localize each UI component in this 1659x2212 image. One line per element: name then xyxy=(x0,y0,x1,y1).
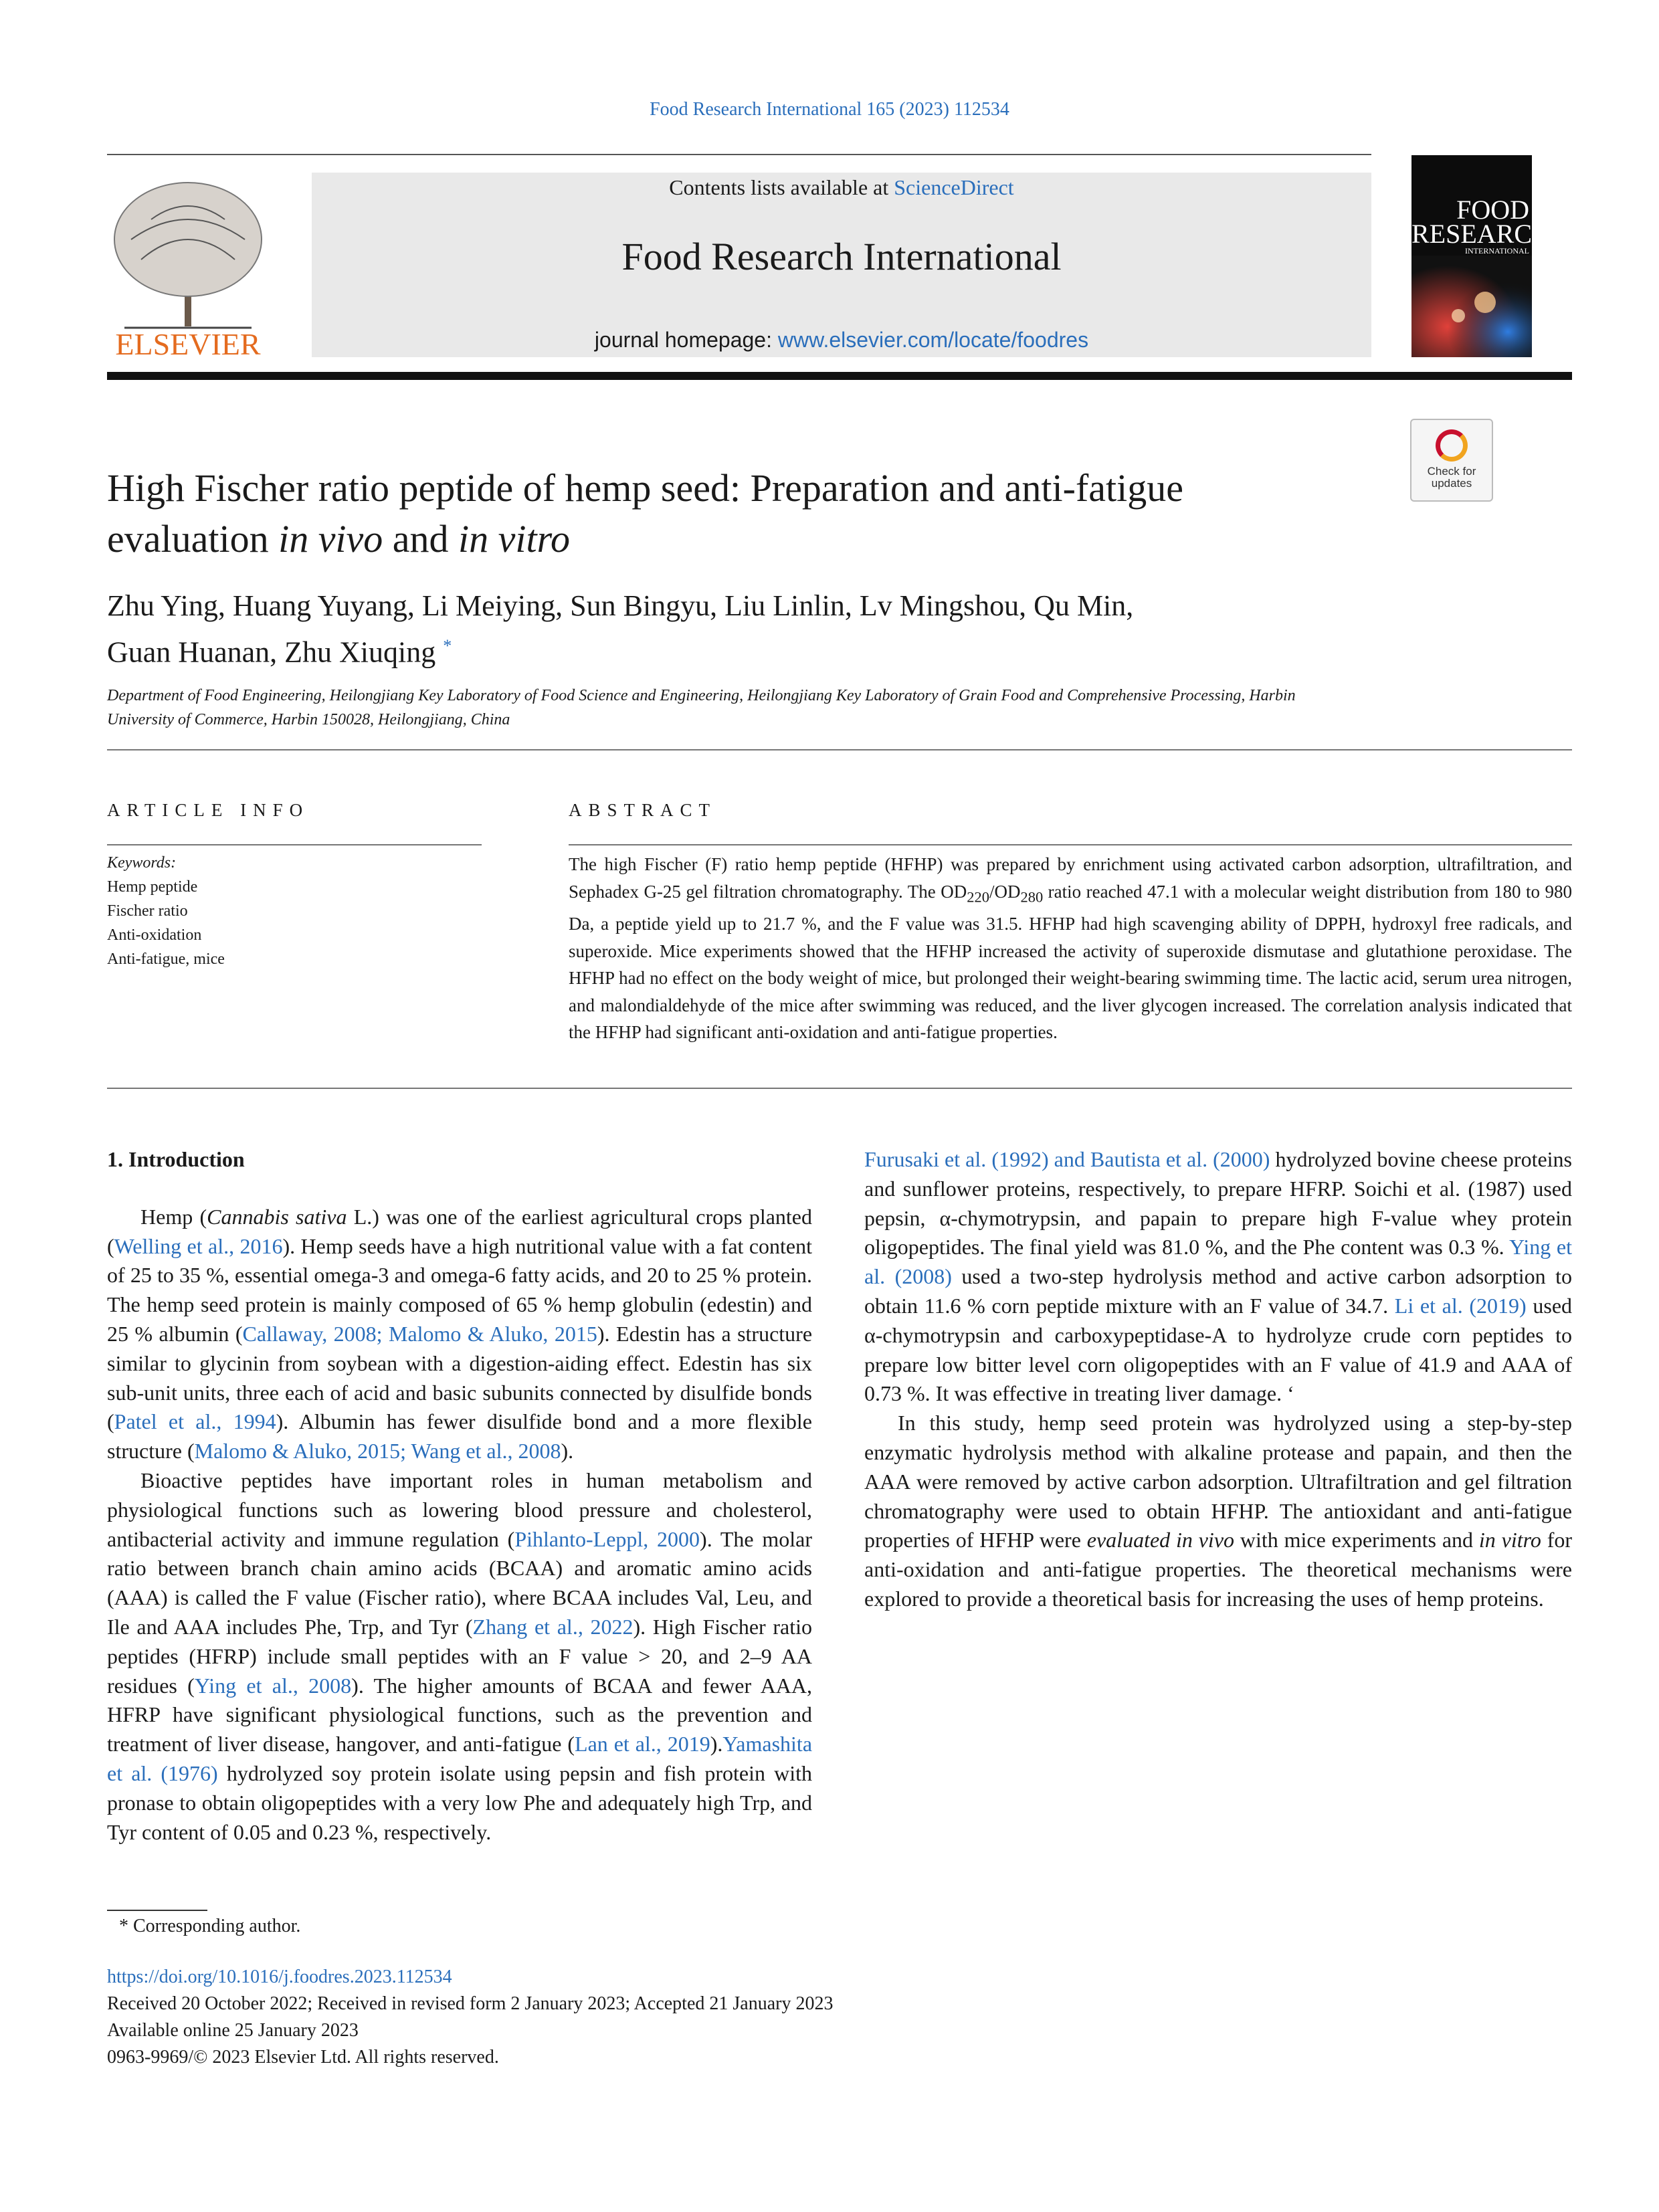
keyword-item: Anti-oxidation xyxy=(107,926,202,944)
citation-link[interactable]: Malomo & Aluko, 2015; Wang et al., 2008 xyxy=(194,1439,561,1464)
received-dates: Received 20 October 2022; Received in revised form 2 January 2023; Accepted 21 January 2023 xyxy=(107,1993,834,2014)
elsevier-logo-text: ELSEVIER xyxy=(115,327,261,361)
citation-link[interactable]: Lan et al., 2019 xyxy=(575,1732,710,1756)
contents-line: Contents lists available at ScienceDirect xyxy=(669,175,1014,199)
author-list xyxy=(107,586,1378,673)
citation-link[interactable]: Pihlanto-Leppl, 2000 xyxy=(514,1526,700,1551)
citation-link[interactable]: Patel et al., 1994 xyxy=(114,1409,276,1434)
intro-paragraph-3: In this study, hemp seed protein was hydrolyzed using a step-by-step enzymatic hydrolysis method with alkaline protease and papain, and then the AAA were removed by active carbon adsorption. Ultrafiltration and gel filtration chromatography were used to obtain HFHP. The antioxidant and anti-fatigue properties of HFHP were evaluated in vivo with mice experiments and in vitro for anti-oxidation and anti-fatigue properties. The theoretical mechanisms were explored to provide a theoretical basis for increasing the uses of hemp proteins. xyxy=(864,1411,1573,1611)
cover-title: FOOD RESEARCH xyxy=(1411,195,1551,249)
article-info-rule xyxy=(107,844,482,845)
check-updates-label-2: updates xyxy=(1431,477,1472,490)
keywords-label: Keywords: xyxy=(107,854,177,872)
intro-paragraph-2-part-2: Furusaki et al. (1992) and Bautista et al. (2000) hydrolyzed bovine cheese proteins and sunflower proteins, respectively, to prepare HFRP. Soichi et al. (1987) used pepsin, α-chymotrypsin, and papain to prepare high F-value whey protein oligopeptides. The final yield was 81.0 %, and the Phe content was 0.3 %. Ying et al. (2008) used a two-step hydrolysis method and active carbon adsorption to obtain 11.6 % corn peptide mixture with an F value of 34.7. Li et al. (2019) used α-chymotrypsin and carboxypeptidase-A to hydrolyze crude corn peptides to prepare low bitter level corn oligopeptides with an F value of 41.9 and AAA of 0.73 %. It was effective in treating liver damage. ‘ xyxy=(864,1147,1573,1406)
corresponding-author-mark[interactable]: * xyxy=(443,636,452,656)
title-block-divider xyxy=(107,749,1572,750)
intro-paragraph-1: Hemp (Cannabis sativa L.) was one of the earliest agricultural crops planted (Welling et al., 2016). Hemp seeds have a high nutritional value with a fat content of 25 to 35 %, essential omega-3 and omega-6 fatty acids, and 20 to 25 % protein. The hemp seed protein is mainly composed of 65 % hemp globulin (edestin) and 25 % albumin (Callaway, 2008; Malomo & Aluko, 2015). Edestin has a structure similar to glycinin from soybean with a digestion-aiding effect. Edestin has six sub-unit units, three each of acid and basic subunits connected by disulfide bonds (Patel et al., 1994). Albumin has fewer disulfide bond and a more flexible structure (Malomo & Aluko, 2015; Wang et al., 2008). xyxy=(107,1204,813,1464)
homepage-line: journal homepage: www.elsevier.com/locate/foodres xyxy=(594,328,1089,352)
section-heading-introduction: 1. Introduction xyxy=(107,1147,245,1171)
body-column-left xyxy=(107,1145,812,1847)
citation-link[interactable]: Furusaki et al. (1992) and Bautista et al. (2000) xyxy=(864,1147,1270,1171)
authors-line-1: Zhu Ying, Huang Yuyang, Li Meiying, Sun Bingyu, Liu Linlin, Lv Mingshou, Qu Min, xyxy=(107,589,1134,622)
sciencedirect-link[interactable]: ScienceDirect xyxy=(894,175,1014,199)
footnote-rule xyxy=(107,1910,207,1911)
keywords-block xyxy=(107,851,482,971)
authors-line-2: Guan Huanan, Zhu Xiuqing xyxy=(107,635,436,669)
corresponding-author-footnote: * Corresponding author. xyxy=(119,1916,301,1936)
cover-subtitle: INTERNATIONAL xyxy=(1465,246,1529,256)
available-online-date: Available online 25 January 2023 xyxy=(107,2020,359,2041)
citation-link[interactable]: Callaway, 2008; Malomo & Aluko, 2015 xyxy=(242,1321,597,1346)
citation-link[interactable]: Yamashita et al. (1976) xyxy=(107,1732,813,1785)
abstract-text: The high Fischer (F) ratio hemp peptide (HFHP) was prepared by enrichment using activated carbon adsorption, ultrafiltration, and Sephadex G-25 gel filtration chromatography. The $OD_{220}/OD_{280}$ ratio reached 47.1 with a molecular weight distribution from 180 to 980 Da, a peptide yield up to 21.7 %, and the F value was 31.5. HFHP had high scavenging ability of DPPH, hydroxyl free radicals, and superoxide. Mice experiments showed that the HFHP increased the activity of superoxide dismutase and glutathione peroxidase. The HFHP had no effect on the body weight of mice, but prolonged their weight-bearing swimming time. The lactic acid, serum urea nitrogen, and malondialdehyde of the mice after swimming was reduced, and the liver glycogen increased. The correlation analysis indicated that the HFHP had significant anti-oxidation and anti-fatigue properties. xyxy=(569,854,1572,1043)
check-for-updates-button[interactable] xyxy=(1410,419,1493,502)
intro-paragraph-2-part-1: Bioactive peptides have important roles in human metabolism and physiological functions such as lowering blood pressure and cholesterol, antibacterial activity and immune regulation (Pihlanto-Leppl, 2000). The molar ratio between branch chain amino acids (BCAA) and aromatic amino acids (AAA) is called the F value (Fischer ratio), where BCAA includes Val, Leu, and Ile and AAA includes Phe, Trp, and Tyr (Zhang et al., 2022). High Fischer ratio peptides (HFRP) include small peptides with an F value > 20, and 2–9 AA residues (Ying et al., 2008). The higher amounts of BCAA and fewer AAA, HFRP have significant physiological functions, such as the prevention and treatment of liver disease, hangover, and anti-fatigue (Lan et al., 2019).Yamashita et al. (1976) hydrolyzed soy protein isolate using pepsin and fish protein with pronase to obtain oligopeptides with a very low Phe and adequately high Trp, and Tyr content of 0.05 and 0.23 %, respectively. xyxy=(107,1468,813,1844)
homepage-link[interactable]: www.elsevier.com/locate/foodres xyxy=(777,328,1089,352)
doi-link[interactable]: https://doi.org/10.1016/j.foodres.2023.112534 xyxy=(107,1967,452,1987)
affiliation: Department of Food Engineering, Heilongjiang Key Laboratory of Food Science and Engineering, Heilongjiang Key Laboratory of Grain Food and Comprehensive Processing, Harbin University of Commerce, Harbin 150028, Heilongjiang, China xyxy=(107,687,1296,728)
citation-link[interactable]: Li et al. (2019) xyxy=(1394,1293,1527,1318)
abstract-heading: ABSTRACT xyxy=(569,800,717,820)
keyword-item: Anti-fatigue, mice xyxy=(107,950,225,968)
citation-link[interactable]: Ying et al. (2008) xyxy=(864,1235,1573,1289)
check-updates-label-1: Check for xyxy=(1427,465,1476,478)
header-divider xyxy=(107,154,1371,155)
running-header[interactable]: Food Research International 165 (2023) 112534 xyxy=(650,99,1009,120)
keyword-item: Fischer ratio xyxy=(107,902,188,920)
elsevier-logo xyxy=(104,173,272,360)
article-info-heading: ARTICLE INFO xyxy=(107,800,310,820)
check-updates-icon xyxy=(1436,429,1468,462)
citation-link[interactable]: Welling et al., 2016 xyxy=(114,1233,283,1258)
masthead-bottom-rule xyxy=(107,372,1572,380)
abstract-bottom-rule xyxy=(107,1088,1572,1089)
journal-cover xyxy=(1411,155,1551,357)
abstract-rule xyxy=(569,844,1572,845)
citation-link[interactable]: Ying et al., 2008 xyxy=(194,1673,352,1698)
keyword-item: Hemp peptide xyxy=(107,878,198,896)
body-column-right xyxy=(864,1145,1572,1614)
copyright-line: 0963-9969/© 2023 Elsevier Ltd. All rights reserved. xyxy=(107,2047,499,2068)
citation-link[interactable]: Zhang et al., 2022 xyxy=(472,1614,633,1639)
article-title: High Fischer ratio peptide of hemp seed: Preparation and anti-fatigue evaluation in vivo and in vitro xyxy=(107,466,1183,561)
journal-title: Food Research International xyxy=(621,235,1062,278)
